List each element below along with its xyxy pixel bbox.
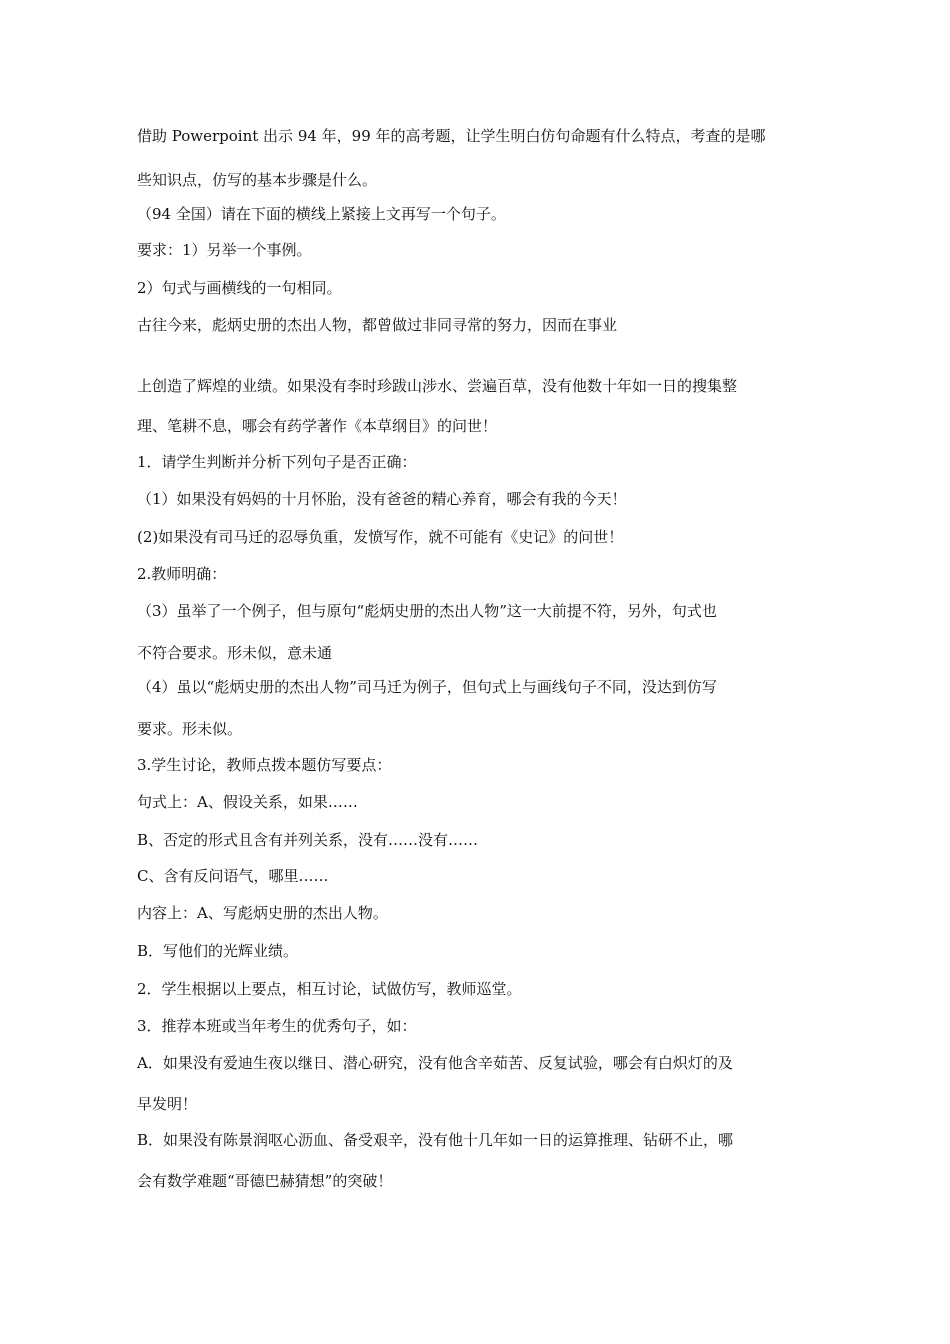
paragraph-line: 理、笔耕不息，哪会有药学著作《本草纲目》的问世！	[137, 417, 498, 435]
paragraph-line: 2．学生根据以上要点，相互讨论，试做仿写，教师巡堂。	[137, 980, 522, 998]
paragraph-line: 早发明！	[137, 1095, 198, 1113]
paragraph-line: （3）虽举了一个例子，但与原句“彪炳史册的杰出人物”这一大前提不符，另外，句式也	[137, 602, 717, 620]
paragraph-line: 3．推荐本班或当年考生的优秀句子，如：	[137, 1017, 417, 1035]
paragraph-line: 借助 Powerpoint 出示 94 年，99 年的高考题，让学生明白仿句命题有什么特点，考查的是哪	[137, 127, 766, 145]
paragraph-line: C、含有反问语气，哪里……	[137, 867, 329, 885]
paragraph-line: (2)如果没有司马迁的忍辱负重，发愤写作，就不可能有《史记》的问世！	[137, 528, 624, 546]
paragraph-line: B．写他们的光辉业绩。	[137, 942, 299, 960]
paragraph-line: 要求。形未似。	[137, 720, 243, 738]
paragraph-line: 些知识点，仿写的基本步骤是什么。	[137, 171, 378, 189]
paragraph-line: 1．请学生判断并分析下列句子是否正确：	[137, 453, 417, 471]
paragraph-line: 上创造了辉煌的业绩。如果没有李时珍跋山涉水、尝遍百草，没有他数十年如一日的搜集整	[137, 377, 738, 395]
paragraph-line: 不符合要求。形未似，意未通	[137, 644, 333, 662]
paragraph-line: B．如果没有陈景润呕心沥血、备受艰辛，没有他十几年如一日的运算推理、钻研不止，哪	[137, 1131, 734, 1149]
paragraph-line: 3.学生讨论，教师点拨本题仿写要点：	[137, 756, 392, 774]
paragraph-line: 要求：1）另举一个事例。	[137, 241, 312, 259]
paragraph-line: 2.教师明确：	[137, 565, 227, 583]
paragraph-line: （1）如果没有妈妈的十月怀胎，没有爸爸的精心养育，哪会有我的今天！	[137, 490, 627, 508]
paragraph-line: 内容上：A、写彪炳史册的杰出人物。	[137, 904, 388, 922]
paragraph-line: 句式上：A、假设关系，如果……	[137, 793, 358, 811]
paragraph-line: A．如果没有爱迪生夜以继日、潜心研究，没有他含辛茹苦、反复试验，哪会有白炽灯的及	[137, 1054, 733, 1072]
paragraph-line: （94 全国）请在下面的横线上紧接上文再写一个句子。	[137, 205, 506, 223]
paragraph-line: B、否定的形式且含有并列关系，没有……没有……	[137, 831, 479, 849]
paragraph-line: 古往今来，彪炳史册的杰出人物，都曾做过非同寻常的努力，因而在事业	[137, 316, 618, 334]
paragraph-line: 会有数学难题“哥德巴赫猜想”的突破！	[137, 1172, 393, 1190]
paragraph-line: （4）虽以“彪炳史册的杰出人物”司马迁为例子，但句式上与画线句子不同，没达到仿写	[137, 678, 717, 696]
paragraph-line: 2）句式与画横线的一句相同。	[137, 279, 342, 297]
